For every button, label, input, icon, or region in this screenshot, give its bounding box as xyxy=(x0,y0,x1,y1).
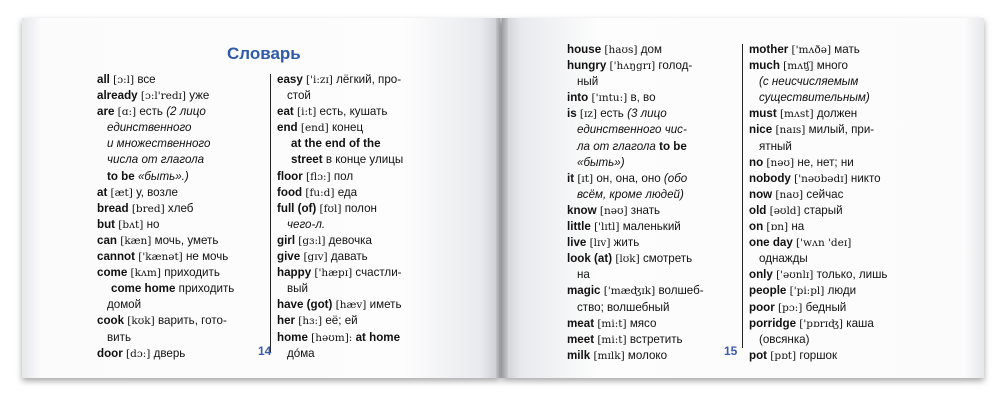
dictionary-line xyxy=(277,136,482,152)
headword: it xyxy=(567,171,575,185)
translation: (овсянка) xyxy=(759,332,810,346)
headword: food xyxy=(277,185,303,199)
dictionary-line xyxy=(749,106,949,122)
headword: porridge xyxy=(749,316,797,330)
transcription: [mɪlk] xyxy=(593,349,625,362)
transcription: ['ɪntu:] xyxy=(591,92,628,105)
book-spine xyxy=(496,18,508,378)
dictionary-line xyxy=(97,249,277,265)
headword: milk xyxy=(567,348,591,362)
page-number-left: 14 xyxy=(258,344,272,358)
headword: nice xyxy=(749,123,773,137)
headword: eat xyxy=(277,105,294,119)
dictionary-line xyxy=(97,265,277,281)
translation: сейчас xyxy=(806,187,844,201)
translation: только, лишь xyxy=(816,268,888,282)
translation: домой xyxy=(107,298,142,312)
translation: дверь xyxy=(153,346,186,360)
headword: hungry xyxy=(567,59,607,73)
page-number-right: 15 xyxy=(724,344,738,358)
dictionary-line xyxy=(277,120,482,136)
translation: полон xyxy=(344,201,377,215)
translation: у, возле xyxy=(136,185,178,199)
dictionary-line xyxy=(567,155,742,171)
transcription: [mi:t] xyxy=(597,333,627,346)
translation: он, она, оно xyxy=(596,171,661,185)
transcription: [fu:d] xyxy=(305,186,335,199)
translation: на xyxy=(791,220,805,234)
transcription: [kʊk] xyxy=(127,315,155,328)
grammar-note: (2 лицо xyxy=(166,105,206,119)
dictionary-column-3 xyxy=(567,42,742,364)
headword: know xyxy=(567,203,597,217)
transcription: [ɒn] xyxy=(766,221,789,234)
transcription: [naʊ] xyxy=(775,188,804,201)
headword: meat xyxy=(567,316,595,330)
translation: бедный xyxy=(805,300,847,314)
dictionary-line xyxy=(749,187,949,203)
dictionary-line xyxy=(567,58,742,74)
translation: жить xyxy=(613,236,640,250)
transcription: [hæv] xyxy=(335,299,367,312)
headword: at xyxy=(97,185,108,199)
dictionary-line xyxy=(749,122,949,138)
dictionary-line xyxy=(277,104,482,120)
headword: people xyxy=(749,284,787,298)
headword: can xyxy=(97,233,117,247)
headword-phrase: at home xyxy=(355,330,401,344)
transcription: ['mʌðə] xyxy=(791,44,832,56)
dictionary-line xyxy=(749,300,949,316)
translation: девочка xyxy=(328,233,372,247)
dictionary-line xyxy=(97,136,277,152)
translation: но xyxy=(146,217,160,231)
dictionary-line xyxy=(97,233,277,249)
headword: only xyxy=(749,268,773,282)
translation: приходить xyxy=(178,282,235,296)
dictionary-line xyxy=(97,281,277,297)
transcription: ['pɒrɪʤ] xyxy=(799,317,844,330)
dictionary-line xyxy=(97,152,277,168)
grammar-note: ла от глагола xyxy=(577,139,656,153)
translation: маленький xyxy=(622,220,681,234)
transcription: [həʊm]: xyxy=(311,331,353,344)
transcription: [pɒt] xyxy=(770,349,797,362)
dictionary-line xyxy=(97,330,277,346)
dictionary-line xyxy=(97,185,277,201)
translation: пол xyxy=(333,169,354,183)
grammar-note: (обо xyxy=(663,171,688,185)
dictionary-line xyxy=(277,72,482,88)
headword: full (of) xyxy=(277,201,317,215)
translation: еда xyxy=(337,185,358,199)
transcription: [kæn] xyxy=(120,234,152,247)
translation: на xyxy=(577,268,590,282)
headword: to be xyxy=(107,169,135,183)
translation: встретить xyxy=(629,332,683,346)
transcription: [haʊs] xyxy=(604,44,638,56)
dictionary-line xyxy=(277,201,482,217)
page-title: Словарь xyxy=(227,44,301,63)
translation: приходить xyxy=(164,266,220,280)
headword: street xyxy=(291,153,323,167)
headword: bread xyxy=(97,201,129,215)
transcription: [æt] xyxy=(110,186,133,199)
dictionary-column-4 xyxy=(749,42,949,364)
translation: мать xyxy=(834,43,860,56)
transcription: [ɔ:l'redɪ] xyxy=(140,90,187,103)
dictionary-line xyxy=(277,281,482,297)
dictionary-line xyxy=(567,106,742,122)
grammar-note: «быть».) xyxy=(137,169,189,183)
transcription: [gɜ:l] xyxy=(298,234,326,247)
headword: pot xyxy=(749,348,768,362)
headword: is xyxy=(567,107,577,121)
translation: дóма xyxy=(287,346,315,360)
dictionary-line xyxy=(567,300,742,316)
headword: already xyxy=(97,89,138,103)
dictionary-line xyxy=(749,251,949,267)
dictionary-line xyxy=(749,283,949,299)
translation: смотреть xyxy=(643,252,693,266)
dictionary-line xyxy=(567,122,742,138)
translation: не мочь xyxy=(186,250,229,264)
dictionary-line xyxy=(749,219,949,235)
headword: are xyxy=(97,105,115,119)
dictionary-line xyxy=(749,58,949,74)
translation: ятный xyxy=(759,139,792,153)
dictionary-line xyxy=(567,187,742,203)
translation: знать xyxy=(630,203,661,217)
grammar-note: «быть») xyxy=(577,155,625,169)
headword: poor xyxy=(749,300,775,314)
headword: mother xyxy=(749,43,789,56)
dictionary-line xyxy=(567,42,742,58)
headword: into xyxy=(567,91,589,105)
transcription: [lʊk] xyxy=(615,253,640,266)
dictionary-line xyxy=(277,330,482,346)
dictionary-line xyxy=(567,251,742,267)
transcription: [nəʊ] xyxy=(766,156,795,169)
transcription: [ɑ:] xyxy=(117,106,137,119)
transcription: [flɔ:] xyxy=(306,170,331,183)
translation: вить xyxy=(107,330,131,344)
transcription: ['i:zɪ] xyxy=(306,74,333,86)
translation: лёгкий, про- xyxy=(336,73,402,86)
dictionary-line xyxy=(567,171,742,187)
dictionary-line xyxy=(277,265,482,281)
translation: мочь, уметь xyxy=(154,233,219,247)
grammar-note: чего-л. xyxy=(287,217,326,231)
grammar-note: (с неисчисляемым xyxy=(759,75,859,89)
grammar-note: единственного чис- xyxy=(577,123,687,137)
dictionary-line xyxy=(749,267,949,283)
dictionary-line xyxy=(567,203,742,219)
headword: look (at) xyxy=(567,252,613,266)
dictionary-line xyxy=(97,201,277,217)
translation: должен xyxy=(816,107,858,121)
transcription: [lɪv] xyxy=(589,237,611,250)
grammar-note: существительным) xyxy=(759,91,870,105)
headword: nobody xyxy=(749,171,791,185)
transcription: [bʌt] xyxy=(118,218,144,231)
translation: милый, при- xyxy=(808,123,875,137)
translation: старый xyxy=(803,203,843,217)
translation: однажды xyxy=(759,252,808,266)
headword: cannot xyxy=(97,250,136,264)
transcription: [mʌʧ] xyxy=(783,60,814,73)
headword: easy xyxy=(277,73,303,86)
dictionary-line xyxy=(97,72,277,88)
headword: now xyxy=(749,187,773,201)
dictionary-line xyxy=(567,90,742,106)
transcription: ['hʌŋgrɪ] xyxy=(609,60,656,73)
translation: каша xyxy=(846,316,874,330)
transcription: [nəʊ] xyxy=(599,204,628,217)
headword: much xyxy=(749,59,780,73)
transcription: [i:t] xyxy=(297,106,317,119)
transcription: [ɪz] xyxy=(579,108,597,121)
headword: give xyxy=(277,250,301,264)
dictionary-line xyxy=(277,217,482,233)
translation: есть xyxy=(139,105,163,119)
transcription: ['wʌn 'deɪ] xyxy=(796,237,852,250)
headword-phrase: to be xyxy=(659,139,687,153)
headword: but xyxy=(97,217,116,231)
dictionary-line xyxy=(749,155,949,171)
translation: дом xyxy=(640,43,662,56)
dictionary-line xyxy=(277,88,482,104)
dictionary-line xyxy=(749,171,949,187)
translation: есть xyxy=(600,107,624,121)
column-divider-right xyxy=(742,44,743,348)
dictionary-line xyxy=(749,74,949,90)
transcription: ['nəʊbədɪ] xyxy=(794,172,848,185)
headword: at the end of the xyxy=(291,137,381,151)
dictionary-line xyxy=(567,219,742,235)
headword: one day xyxy=(749,236,793,250)
headword: little xyxy=(567,220,591,234)
dictionary-line xyxy=(567,316,742,332)
headword: no xyxy=(749,155,764,169)
transcription: [əʊld] xyxy=(769,204,801,217)
dictionary-line xyxy=(277,185,482,201)
transcription: ['pi:pl] xyxy=(789,285,825,298)
translation: ный xyxy=(577,75,599,89)
translation: горшок xyxy=(799,348,838,362)
headword: all xyxy=(97,73,110,86)
headword: meet xyxy=(567,332,595,346)
translation: никто xyxy=(850,171,881,185)
dictionary-line xyxy=(97,88,277,104)
dictionary-line xyxy=(749,42,949,58)
translation: мясо xyxy=(629,316,657,330)
headword: old xyxy=(749,203,767,217)
translation: конец xyxy=(331,121,364,135)
headword: happy xyxy=(277,266,312,280)
translation: давать xyxy=(330,250,368,264)
open-book xyxy=(22,18,984,390)
translation: её; ей xyxy=(325,314,358,328)
headword: come xyxy=(97,266,128,280)
dictionary-line xyxy=(277,297,482,313)
headword: cook xyxy=(97,314,125,328)
dictionary-line xyxy=(749,316,949,332)
transcription: [end] xyxy=(300,122,329,135)
headword: have (got) xyxy=(277,298,333,312)
translation: в, во xyxy=(630,91,656,105)
translation: голод- xyxy=(658,59,693,73)
dictionary-line xyxy=(567,332,742,348)
dictionary-line xyxy=(749,90,949,106)
dictionary-line xyxy=(567,139,742,155)
grammar-note: числа от глагола xyxy=(107,153,205,167)
dictionary-line xyxy=(277,152,482,168)
dictionary-line xyxy=(567,348,742,364)
dictionary-line xyxy=(97,346,277,362)
dictionary-line xyxy=(749,203,949,219)
transcription: [hɜ:] xyxy=(298,315,323,328)
translation: все xyxy=(137,73,156,86)
headword: on xyxy=(749,220,764,234)
dictionary-line xyxy=(97,104,277,120)
transcription: [mi:t] xyxy=(597,317,627,330)
translation: варить, гото- xyxy=(157,314,227,328)
translation: волшеб- xyxy=(658,284,704,298)
headword: come home xyxy=(111,282,176,296)
dictionary-line xyxy=(567,267,742,283)
translation: стой xyxy=(287,89,311,103)
headword: house xyxy=(567,43,602,56)
grammar-note: (3 лицо xyxy=(627,107,667,121)
dictionary-line xyxy=(749,235,949,251)
transcription: [fʊl] xyxy=(319,202,342,215)
dictionary-line xyxy=(277,169,482,185)
transcription: [ɪt] xyxy=(577,172,594,185)
transcription: [mʌst] xyxy=(779,108,814,121)
transcription: [bred] xyxy=(131,202,165,215)
translation: не, нет; ни xyxy=(797,155,854,169)
dictionary-line xyxy=(97,120,277,136)
translation: люди xyxy=(827,284,857,298)
dictionary-line xyxy=(749,332,949,348)
grammar-note: всём, кроме людей) xyxy=(577,187,684,201)
dictionary-line xyxy=(567,74,742,90)
headword: home xyxy=(277,330,308,344)
grammar-note: и множественного xyxy=(107,137,211,151)
translation: в конце улицы xyxy=(325,153,404,167)
headword: must xyxy=(749,107,777,121)
dictionary-column-1 xyxy=(97,72,277,362)
translation: иметь xyxy=(369,298,402,312)
transcription: ['hæpɪ] xyxy=(314,267,353,280)
dictionary-line xyxy=(277,313,482,329)
transcription: ['əʊnlɪ] xyxy=(776,269,814,282)
dictionary-line xyxy=(749,348,949,364)
transcription: [kʌm] xyxy=(130,267,161,280)
dictionary-line xyxy=(749,139,949,155)
transcription: [gɪv] xyxy=(303,251,328,264)
transcription: ['lɪtl] xyxy=(594,221,620,234)
dictionary-line xyxy=(567,283,742,299)
dictionary-line xyxy=(97,313,277,329)
transcription: [naɪs] xyxy=(775,124,806,137)
translation: молоко xyxy=(627,348,668,362)
translation: много xyxy=(816,59,848,73)
dictionary-line xyxy=(97,217,277,233)
transcription: ['mæʤɪk] xyxy=(603,285,656,298)
transcription: ['kænət] xyxy=(138,251,183,264)
translation: счастли- xyxy=(355,266,402,280)
translation: ство; волшебный xyxy=(577,300,670,314)
headword: live xyxy=(567,236,587,250)
headword: magic xyxy=(567,284,601,298)
translation: вый xyxy=(287,282,308,296)
dictionary-line xyxy=(97,297,277,313)
dictionary-line xyxy=(277,346,482,362)
transcription: [pɔ:] xyxy=(778,301,803,314)
dictionary-line xyxy=(567,235,742,251)
transcription: [dɔ:] xyxy=(126,347,151,360)
headword: door xyxy=(97,346,123,360)
translation: уже xyxy=(189,89,210,103)
grammar-note: единственного xyxy=(107,121,192,135)
dictionary-line xyxy=(277,249,482,265)
headword: floor xyxy=(277,169,303,183)
headword: end xyxy=(277,121,298,135)
dictionary-line xyxy=(97,169,277,185)
dictionary-line xyxy=(277,233,482,249)
translation: хлеб xyxy=(167,201,194,215)
headword: her xyxy=(277,314,296,328)
dictionary-column-2 xyxy=(277,72,482,362)
column-divider-left xyxy=(270,74,271,352)
translation: есть, кушать xyxy=(319,105,388,119)
headword: girl xyxy=(277,233,296,247)
transcription: [ɔ:l] xyxy=(113,74,135,86)
